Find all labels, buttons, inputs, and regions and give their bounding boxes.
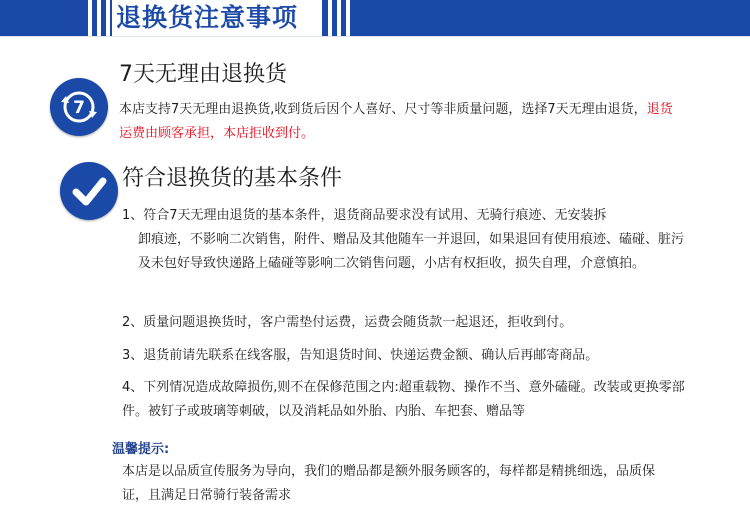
section-title-seven-day-return: 7天无理由退换货 bbox=[119, 62, 287, 87]
condition-item-2: 2、质量问题退换货时，客户需垫付运费，运费会随货款一起退还，拒收到付。 bbox=[122, 315, 573, 330]
seven-day-number: 7 bbox=[73, 98, 85, 118]
condition-item-1-rest: 卸痕迹，不影响二次销售，附件、赠品及其他随车一并退回，如果退回有使用痕迹、磕碰、脏污及未包好导致快递路上磕碰等影响二次销售问题，小店有权拒收，损失自理，介意慎拍。 bbox=[138, 232, 685, 271]
header-divider bbox=[0, 36, 750, 37]
page-title: 退换货注意事项 bbox=[116, 3, 299, 32]
header-stripe bbox=[337, 0, 341, 37]
header-stripe bbox=[346, 0, 350, 37]
return-policy-text: 本店支持7天无理由退换货,收到货后因个人喜好、尺寸等非质量问题，选择7天无理由退货， bbox=[119, 102, 647, 117]
tips-text: 本店是以品质宣传服务为导向，我们的赠品都是额外服务顾客的，每样都是精挑细选，品质保证，且满足日常骑行装备需求 bbox=[122, 464, 656, 503]
section-text-seven-day-return bbox=[119, 98, 684, 146]
tips-title: 温馨提示: bbox=[112, 442, 170, 457]
return-shipping-warning: 退货运费由顾客承担，本店拒收到付。 bbox=[119, 102, 673, 141]
header-stripe bbox=[88, 0, 92, 37]
checkmark-icon bbox=[60, 162, 118, 220]
condition-item-1 bbox=[122, 204, 687, 276]
header-stripe bbox=[328, 0, 332, 37]
condition-item-4: 4、下列情况造成故障损伤,则不在保修范围之内:超重载物、操作不当、意外磕碰。改装或更换零部件。被钉子或玻璃等刺破，以及消耗品如外胎、内胎、车把套、赠品等 bbox=[122, 380, 685, 419]
header-stripe bbox=[106, 0, 110, 37]
seven-day-return-icon bbox=[50, 78, 108, 136]
header-bar bbox=[0, 0, 750, 37]
header-stripe bbox=[97, 0, 101, 37]
condition-item-1-line1: 1、符合7天无理由退货的基本条件，退货商品要求没有试用、无骑行痕迹、无安装拆 bbox=[122, 208, 607, 223]
condition-item-3: 3、退货前请先联系在线客服，告知退货时间、快递运费金额、确认后再邮寄商品。 bbox=[122, 348, 599, 363]
section-title-return-conditions: 符合退换货的基本条件 bbox=[122, 166, 343, 191]
